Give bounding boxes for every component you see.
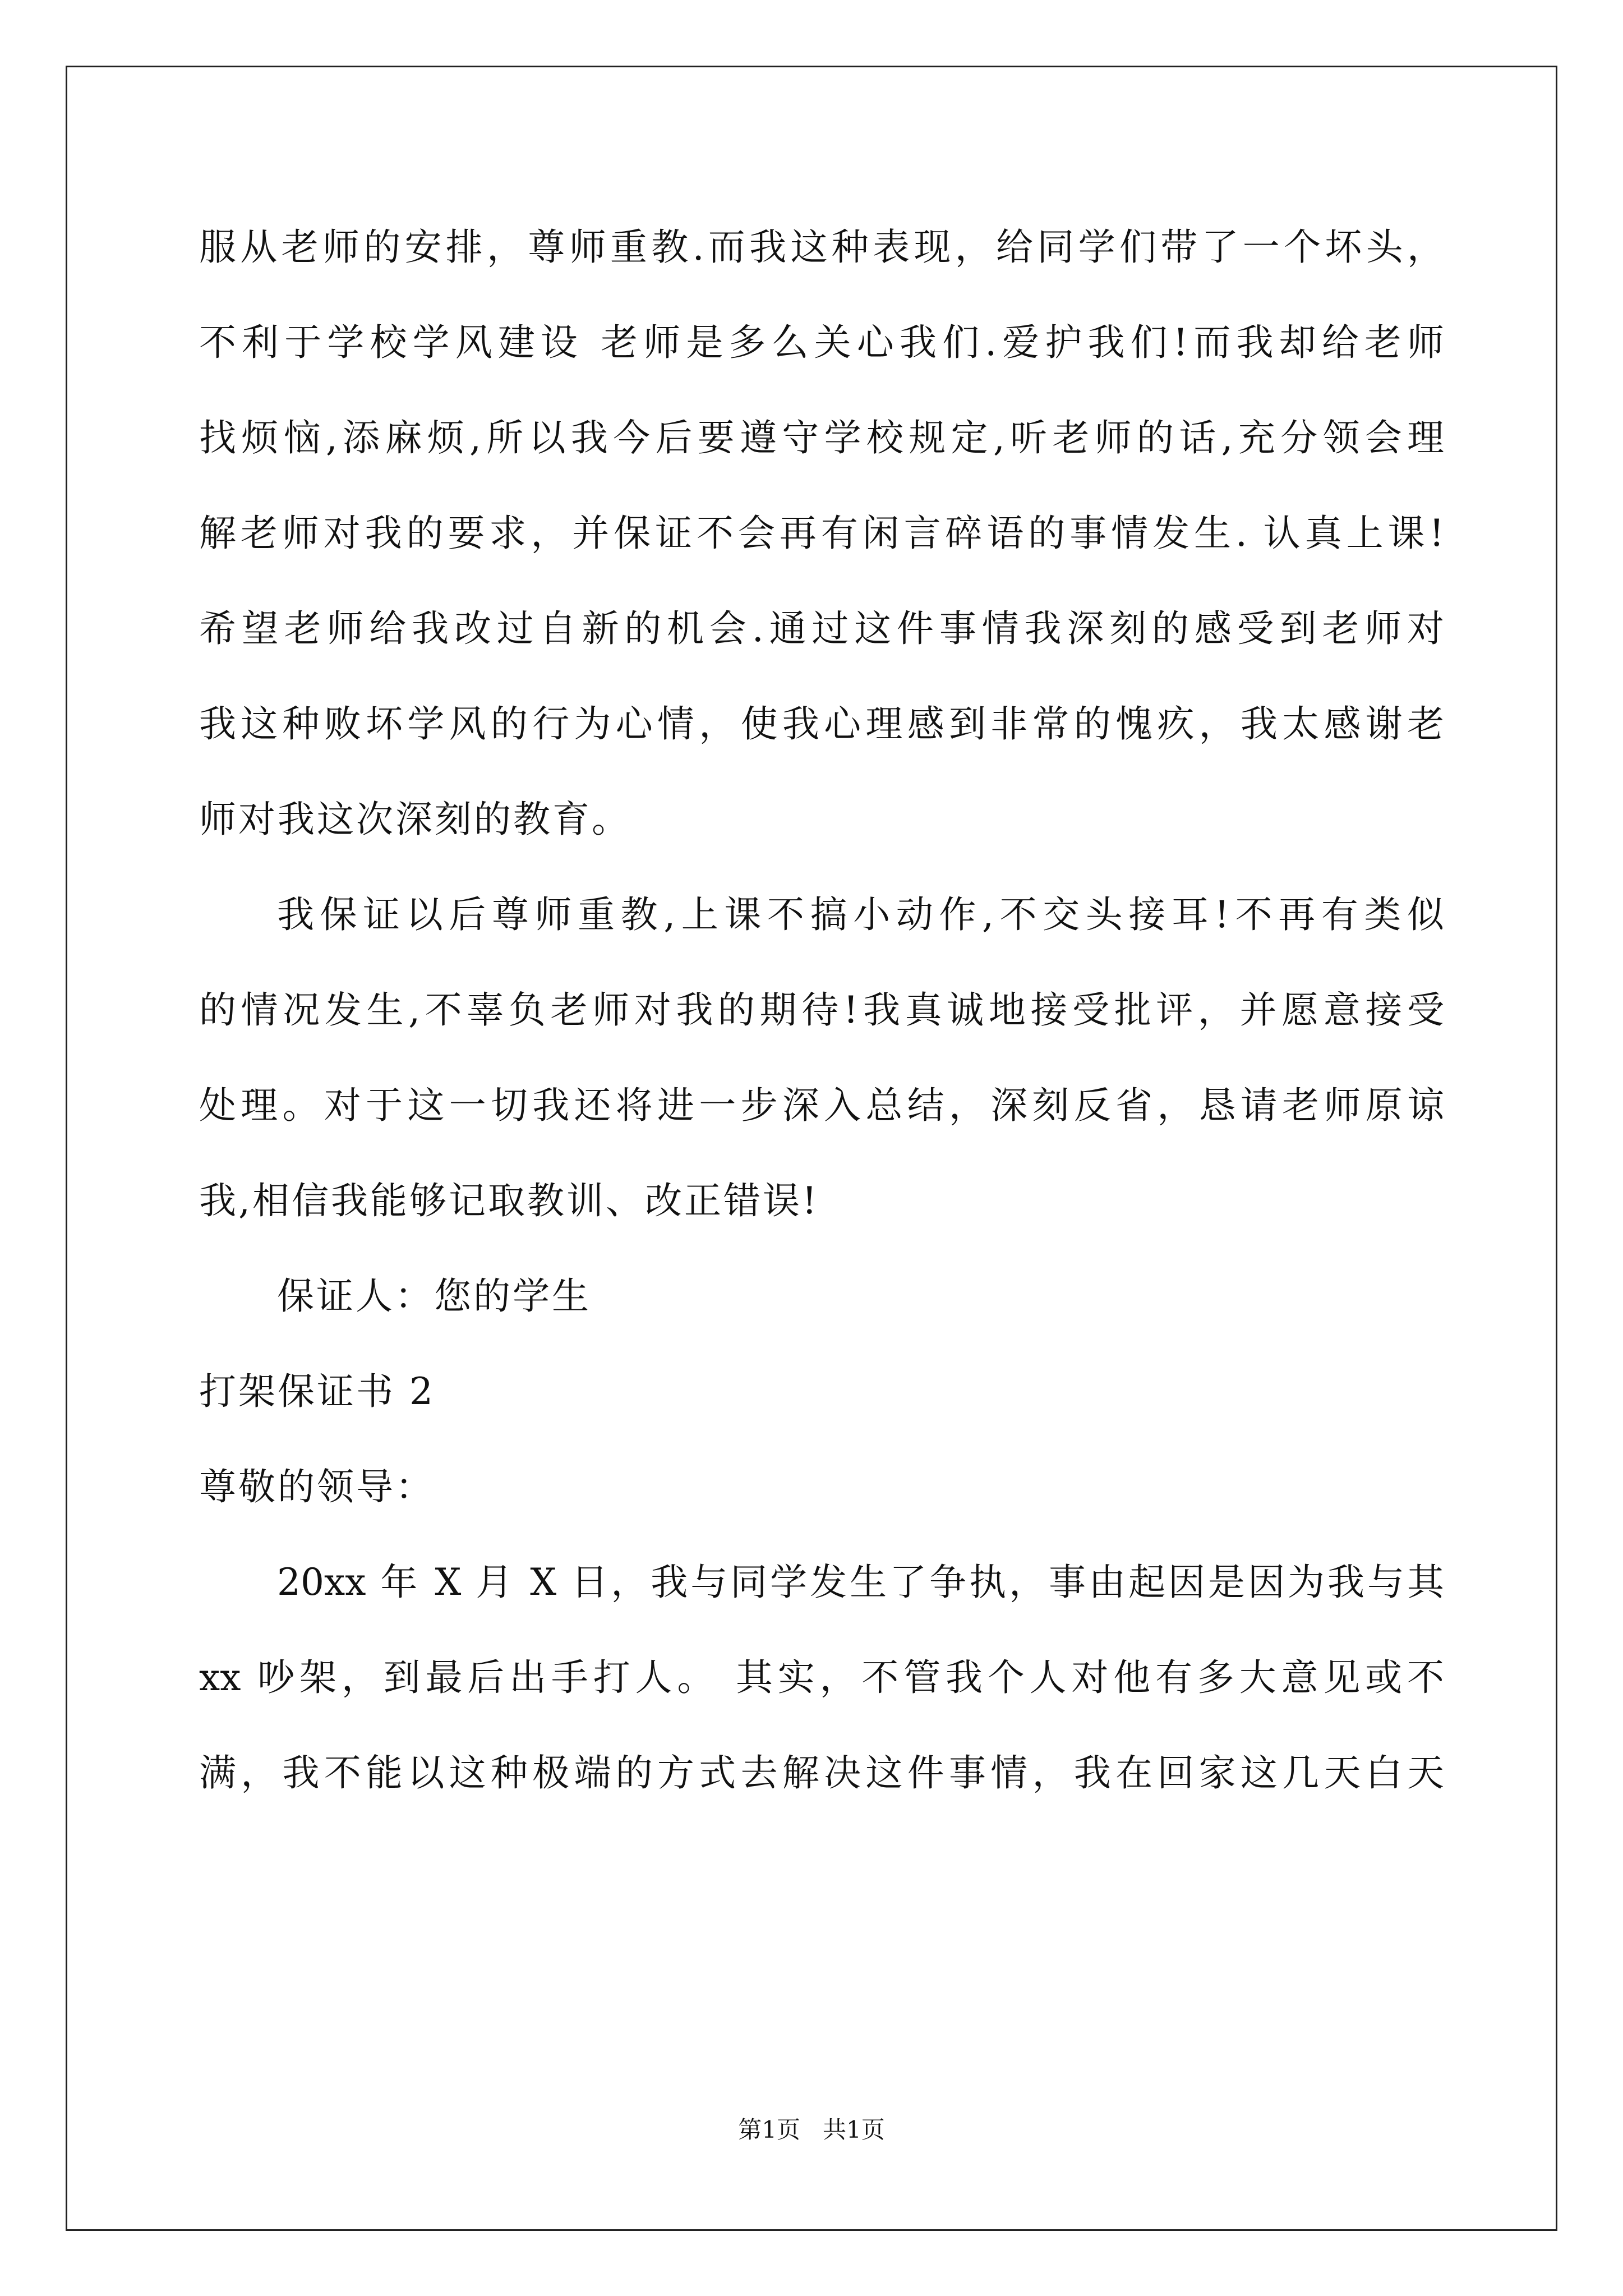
body-line-3: 找烦恼,添麻烦,所以我今后要遵守学校规定,听老师的话,充分领会理 xyxy=(199,416,1444,459)
body-line-1: 服从老师的安排，尊师重教.而我这种表现，给同学们带了一个坏头， xyxy=(199,226,1444,269)
signature-line: 保证人：您的学生 xyxy=(277,1274,591,1318)
body-line-10: 处理。对于这一切我还将进一步深入总结，深刻反省，恳请老师原谅 xyxy=(199,1084,1444,1127)
body-line-14: 满，我不能以这种极端的方式去解决这件事情，我在回家这几天白天 xyxy=(199,1751,1444,1795)
body-line-5: 希望老师给我改过自新的机会.通过这件事情我深刻的感受到老师对 xyxy=(199,607,1444,650)
page-footer: 第1页 共1页 xyxy=(738,2116,885,2143)
body-line-11: 我,相信我能够记取教训、改正错误! xyxy=(199,1179,819,1222)
body-line-6: 我这种败坏学风的行为心情，使我心理感到非常的愧疚，我太感谢老 xyxy=(199,702,1444,746)
body-line-9: 的情况发生,不辜负老师对我的期待!我真诚地接受批评，并愿意接受 xyxy=(199,988,1444,1032)
body-line-4: 解老师对我的要求，并保证不会再有闲言碎语的事情发生. 认真上课! xyxy=(199,512,1444,555)
salutation: 尊敬的领导： xyxy=(199,1465,435,1508)
body-line-8: 我保证以后尊师重教,上课不搞小动作,不交头接耳!不再有类似 xyxy=(277,893,1444,936)
body-line-13: xx 吵架，到最后出手打人。 其实，不管我个人对他有多大意见或不 xyxy=(199,1656,1444,1699)
body-line-7: 师对我这次深刻的教育。 xyxy=(199,798,631,841)
body-line-2: 不利于学校学风建设 老师是多么关心我们.爱护我们!而我却给老师 xyxy=(199,321,1444,364)
section-title: 打架保证书 2 xyxy=(199,1370,435,1413)
body-line-12: 20xx 年 X 月 X 日，我与同学发生了争执，事由起因是因为我与其 xyxy=(277,1561,1444,1604)
page-border xyxy=(66,66,1557,2231)
